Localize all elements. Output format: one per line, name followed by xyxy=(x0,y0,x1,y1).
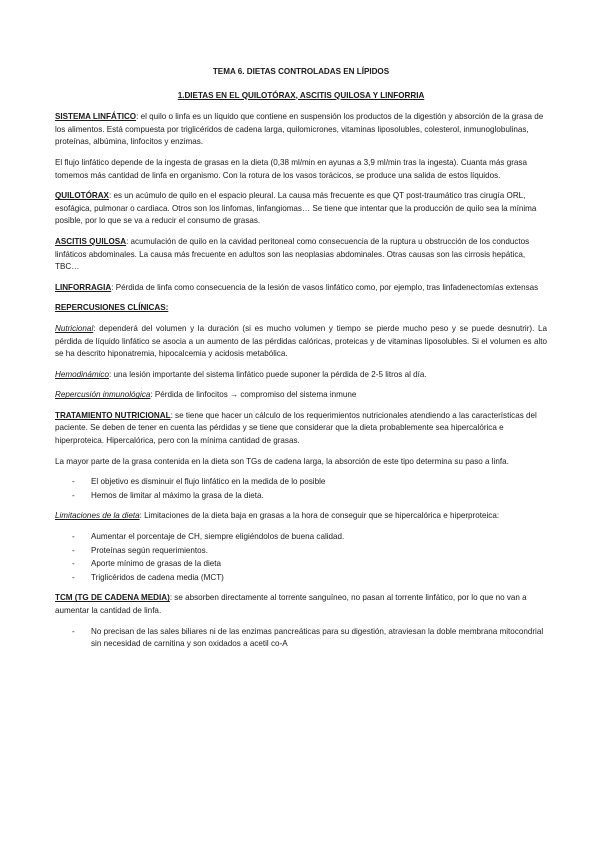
list-objetivos xyxy=(55,476,547,502)
term-inmunologica: Repercusión inmunológica xyxy=(55,390,151,400)
term-nutricional: Nutricional xyxy=(55,323,94,333)
paragraph-linforragia xyxy=(55,282,547,295)
term-quilotorax: QUILOTÓRAX xyxy=(55,191,109,201)
text-hemodinamico: : una lesión importante del sistema linfático puede suponer la pérdida de 2-5 litros al día. xyxy=(108,369,427,379)
paragraph-nutricional xyxy=(55,323,547,361)
paragraph-quilotorax xyxy=(55,190,547,228)
text-tratamiento: : se tiene que hacer un cálculo de los requerimientos nutricionales atendiendo a las características del paciente. Se deben de tener en cuenta las pérdidas y se tiene que considerar que la dieta probablemente sea hipercalórica e hiperproteica. Hipercalórica, pero con la mínima cantidad de grasas. xyxy=(55,410,537,446)
text-sistema-linfatico: : el quilo o linfa es un líquido que contiene en suspensión los productos de la digestión y absorción de la grasa de los alimentos. Está compuesta por triglicéridos de cadena larga, quilomicrones, vitaminas liposolubles, colesterol, inmunoglobulinas, proteínas, albúmina, linfocitos y enzimas. xyxy=(55,112,544,147)
term-tratamiento: TRATAMIENTO NUTRICIONAL xyxy=(55,410,171,420)
text-linforragia: : Pérdida de linfa como consecuencia de la lesión de vasos linfático como, por ejemplo, tras linfadenectomías extensas xyxy=(111,282,539,292)
text-inmunologica: : Pérdida de linfocitos → compromiso del sistema inmune xyxy=(150,390,357,400)
term-sistema-linfatico: SISTEMA LINFÁTICO xyxy=(55,112,137,122)
term-hemodinamico: Hemodinámico xyxy=(55,369,109,379)
heading-repercusiones: REPERCUSIONES CLÍNICAS: xyxy=(55,303,169,313)
paragraph-sistema-linfatico xyxy=(55,111,547,149)
paragraph-tratamiento xyxy=(55,410,547,448)
list-item: - Hemos de limitar al máximo la grasa de la dieta. xyxy=(55,490,547,503)
list-item: - Aumentar el porcentaje de CH, siempre eligiéndolos de buena calidad. xyxy=(55,531,547,544)
paragraph-ascitis xyxy=(55,236,547,274)
list-limitaciones xyxy=(55,531,547,584)
text-limitaciones: : Limitaciones de la dieta baja en grasas a la hora de conseguir que se hipercalórica e hiperproteica: xyxy=(139,511,500,521)
paragraph-inmunologica xyxy=(55,389,547,402)
list-item: - No precisan de las sales biliares ni de las enzimas pancreáticas para su digestión, atraviesan la doble membrana mitocondrial sin necesidad de carnitina y son oxidados a acetil co-A xyxy=(55,626,547,651)
term-limitaciones: Limitaciones de la dieta xyxy=(55,511,140,521)
paragraph-flujo: El flujo linfático depende de la ingesta de grasas en la dieta (0,38 ml/min en ayunas a 3,9 ml/min tras la ingesta). Cuanta más grasa tomemos más cantidad de linfa en organismo. Con la rotura de los vasos torácicos, se produce una salida de estos líquidos. xyxy=(55,157,527,180)
text-quilotorax: : es un acúmulo de quilo en el espacio pleural. La causa más frecuente es que QT post-traumático tras cirugía ORL, esofágica, pulmonar o cardiaca. Otros son los linfomas, linfangiomas… Se tiene que intentar que la producción de quilo sea la mínima posible, por lo que se va a reducir el consumo de grasas. xyxy=(55,191,537,226)
term-ascitis: ASCITIS QUILOSA xyxy=(55,236,127,246)
paragraph-hemodinamico xyxy=(55,369,547,382)
paragraph-absorcion: La mayor parte de la grasa contenida en la dieta son TGs de cadena larga, la absorción de este tipo determina su paso a linfa. xyxy=(55,456,509,466)
list-item: - Aporte mínimo de grasas de la dieta xyxy=(55,558,547,571)
text-ascitis: : acumulación de quilo en la cavidad peritoneal como consecuencia de la ruptura u obstrucción de los conductos linfáticos abdominales. La causa más frecuente en adultos son las neoplasias abdominales. Otras causas son las cirrosis hepática, TBC… xyxy=(55,236,530,272)
list-item: - Triglicéridos de cadena media (MCT) xyxy=(55,572,547,585)
section-heading: 1.DIETAS EN EL QUILOTÓRAX, ASCITIS QUILOSA Y LINFORRIA xyxy=(177,90,425,100)
paragraph-limitaciones xyxy=(55,510,547,523)
paragraph-tcm xyxy=(55,592,547,617)
list-tcm xyxy=(55,626,547,651)
text-tcm: : se absorben directamente al torrente sanguíneo, no pasan al torrente linfático, por lo que no van a aumentar la cantidad de linfa. xyxy=(55,593,527,615)
text-nutricional: : dependerá del volumen y la duración (si es mucho volumen y tiempo se pierde mucho peso y se puede desnutrir). La pérdida de líquido linfático se asocia a un aumento de las pérdidas calóricas, proteicas y de vitaminas liposolubles. Si el volumen es alto se ha descrito hiponatremia, hipocalcemia y acidosis metabólica. xyxy=(55,323,547,359)
term-tcm: TCM (TG DE CADENA MEDIA) xyxy=(55,593,170,603)
document-title: TEMA 6. DIETAS CONTROLADAS EN LÍPIDOS xyxy=(212,67,390,76)
document-body xyxy=(55,66,547,659)
list-item: - Proteínas según requerimientos. xyxy=(55,545,547,558)
list-item: - El objetivo es disminuir el flujo linfático en la medida de lo posible xyxy=(55,476,547,489)
term-linforragia: LINFORRAGIA xyxy=(55,282,112,292)
